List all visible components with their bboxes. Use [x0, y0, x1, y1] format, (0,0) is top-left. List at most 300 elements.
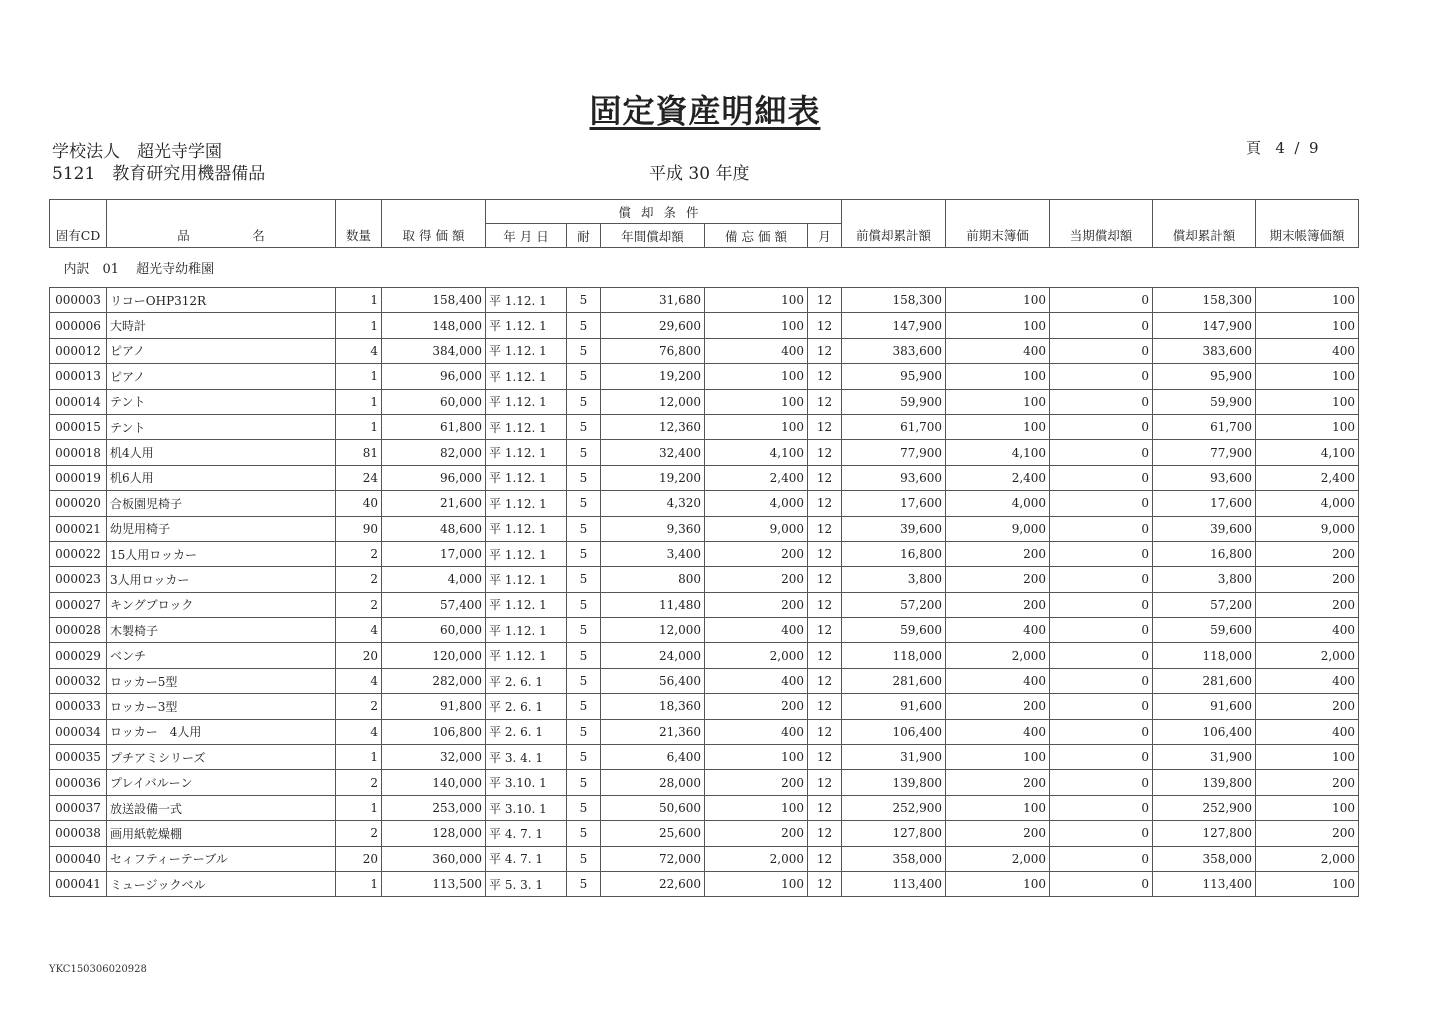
table-row — [50, 338, 1359, 363]
asset-name-cell: ベンチ — [107, 643, 336, 668]
prev-accumulated-cell: 31,900 — [842, 745, 946, 770]
memo-value-cell: 400 — [705, 668, 808, 693]
acquisition-cost-cell: 91,800 — [382, 694, 486, 719]
annual-depreciation-cell: 6,400 — [601, 745, 705, 770]
months-cell: 12 — [808, 618, 842, 643]
ending-book-value-cell: 100 — [1256, 871, 1359, 896]
ending-book-value-cell: 200 — [1256, 770, 1359, 795]
annual-depreciation-cell: 25,600 — [601, 821, 705, 846]
ending-book-value-cell: 4,100 — [1256, 440, 1359, 465]
header-date: 年 月 日 — [486, 224, 567, 248]
table-row — [50, 288, 1359, 313]
prev-book-value-cell: 2,000 — [946, 846, 1050, 871]
quantity-cell: 90 — [336, 516, 382, 541]
accumulated-cell: 39,600 — [1153, 516, 1256, 541]
accumulated-cell: 147,900 — [1153, 313, 1256, 338]
quantity-cell: 2 — [336, 541, 382, 566]
asset-id-cell: 000020 — [50, 491, 107, 516]
acquisition-date-cell: 平 2. 6. 1 — [486, 668, 567, 693]
asset-id-cell: 000033 — [50, 694, 107, 719]
ending-book-value-cell: 100 — [1256, 288, 1359, 313]
asset-id-cell: 000029 — [50, 643, 107, 668]
useful-life-cell: 5 — [567, 592, 601, 617]
annual-depreciation-cell: 3,400 — [601, 541, 705, 566]
accumulated-cell: 383,600 — [1153, 338, 1256, 363]
table-row — [50, 694, 1359, 719]
current-depreciation-cell: 0 — [1050, 567, 1153, 592]
asset-id-cell: 000034 — [50, 719, 107, 744]
acquisition-cost-cell: 82,000 — [382, 440, 486, 465]
annual-depreciation-cell: 31,680 — [601, 288, 705, 313]
acquisition-cost-cell: 60,000 — [382, 389, 486, 414]
asset-name-cell: 大時計 — [107, 313, 336, 338]
quantity-cell: 1 — [336, 871, 382, 896]
prev-book-value-cell: 100 — [946, 745, 1050, 770]
prev-accumulated-cell: 106,400 — [842, 719, 946, 744]
ending-book-value-cell: 200 — [1256, 821, 1359, 846]
table-row — [50, 643, 1359, 668]
accumulated-cell: 93,600 — [1153, 465, 1256, 490]
useful-life-cell: 5 — [567, 821, 601, 846]
months-cell: 12 — [808, 414, 842, 439]
acquisition-cost-cell: 32,000 — [382, 745, 486, 770]
current-depreciation-cell: 0 — [1050, 592, 1153, 617]
current-depreciation-cell: 0 — [1050, 364, 1153, 389]
accumulated-cell: 59,900 — [1153, 389, 1256, 414]
accumulated-cell: 106,400 — [1153, 719, 1256, 744]
table-row — [50, 745, 1359, 770]
useful-life-cell: 5 — [567, 618, 601, 643]
months-cell: 12 — [808, 846, 842, 871]
ending-book-value-cell: 100 — [1256, 389, 1359, 414]
asset-name-cell: 15人用ロッカー — [107, 541, 336, 566]
asset-name-cell: キングブロック — [107, 592, 336, 617]
months-cell: 12 — [808, 541, 842, 566]
fiscal-year: 平成 30 年度 — [649, 164, 750, 184]
prev-book-value-cell: 100 — [946, 313, 1050, 338]
annual-depreciation-cell: 72,000 — [601, 846, 705, 871]
table-row — [50, 389, 1359, 414]
months-cell: 12 — [808, 338, 842, 363]
months-cell: 12 — [808, 821, 842, 846]
accumulated-cell: 91,600 — [1153, 694, 1256, 719]
accumulated-cell: 252,900 — [1153, 795, 1256, 820]
table-row — [50, 795, 1359, 820]
asset-id-cell: 000019 — [50, 465, 107, 490]
acquisition-cost-cell: 253,000 — [382, 795, 486, 820]
prev-accumulated-cell: 281,600 — [842, 668, 946, 693]
quantity-cell: 1 — [336, 364, 382, 389]
header-conditions-group: 償却条件 — [486, 200, 842, 224]
header-name: 品 名 — [107, 200, 336, 248]
months-cell: 12 — [808, 491, 842, 516]
ending-book-value-cell: 100 — [1256, 364, 1359, 389]
prev-book-value-cell: 100 — [946, 795, 1050, 820]
ending-book-value-cell: 4,000 — [1256, 491, 1359, 516]
asset-id-cell: 000023 — [50, 567, 107, 592]
ending-book-value-cell: 2,400 — [1256, 465, 1359, 490]
months-cell: 12 — [808, 516, 842, 541]
months-cell: 12 — [808, 719, 842, 744]
accumulated-cell: 281,600 — [1153, 668, 1256, 693]
annual-depreciation-cell: 9,360 — [601, 516, 705, 541]
table-row — [50, 821, 1359, 846]
asset-id-cell: 000035 — [50, 745, 107, 770]
prev-accumulated-cell: 118,000 — [842, 643, 946, 668]
asset-name-cell: ロッカー5型 — [107, 668, 336, 693]
asset-name-cell: 幼児用椅子 — [107, 516, 336, 541]
ending-book-value-cell: 2,000 — [1256, 643, 1359, 668]
current-depreciation-cell: 0 — [1050, 694, 1153, 719]
acquisition-date-cell: 平 3. 4. 1 — [486, 745, 567, 770]
asset-name-cell: 3人用ロッカー — [107, 567, 336, 592]
asset-name-cell: 画用紙乾燥棚 — [107, 821, 336, 846]
table-row — [50, 414, 1359, 439]
acquisition-date-cell: 平 1.12. 1 — [486, 491, 567, 516]
ending-book-value-cell: 400 — [1256, 668, 1359, 693]
useful-life-cell: 5 — [567, 795, 601, 820]
memo-value-cell: 400 — [705, 618, 808, 643]
useful-life-cell: 5 — [567, 491, 601, 516]
months-cell: 12 — [808, 668, 842, 693]
ending-book-value-cell: 100 — [1256, 745, 1359, 770]
prev-book-value-cell: 200 — [946, 770, 1050, 795]
current-depreciation-cell: 0 — [1050, 795, 1153, 820]
useful-life-cell: 5 — [567, 668, 601, 693]
page-current: 4 — [1275, 139, 1285, 157]
acquisition-cost-cell: 158,400 — [382, 288, 486, 313]
useful-life-cell: 5 — [567, 465, 601, 490]
acquisition-date-cell: 平 1.12. 1 — [486, 643, 567, 668]
prev-accumulated-cell: 17,600 — [842, 491, 946, 516]
useful-life-cell: 5 — [567, 745, 601, 770]
table-row — [50, 440, 1359, 465]
quantity-cell: 2 — [336, 694, 382, 719]
quantity-cell: 1 — [336, 389, 382, 414]
asset-id-cell: 000015 — [50, 414, 107, 439]
acquisition-date-cell: 平 1.12. 1 — [486, 516, 567, 541]
acquisition-date-cell: 平 3.10. 1 — [486, 770, 567, 795]
months-cell: 12 — [808, 313, 842, 338]
accumulated-cell: 17,600 — [1153, 491, 1256, 516]
prev-accumulated-cell: 77,900 — [842, 440, 946, 465]
acquisition-cost-cell: 21,600 — [382, 491, 486, 516]
header-accum: 償却累計額 — [1153, 200, 1256, 248]
asset-id-cell: 000018 — [50, 440, 107, 465]
asset-id-cell: 000021 — [50, 516, 107, 541]
useful-life-cell: 5 — [567, 389, 601, 414]
asset-name-cell: 机6人用 — [107, 465, 336, 490]
acquisition-date-cell: 平 1.12. 1 — [486, 618, 567, 643]
useful-life-cell: 5 — [567, 288, 601, 313]
prev-accumulated-cell: 16,800 — [842, 541, 946, 566]
asset-name-cell: セィフティーテーブル — [107, 846, 336, 871]
acquisition-date-cell: 平 2. 6. 1 — [486, 694, 567, 719]
quantity-cell: 4 — [336, 338, 382, 363]
current-depreciation-cell: 0 — [1050, 465, 1153, 490]
months-cell: 12 — [808, 770, 842, 795]
section-label: 内訳 01 超光寺幼稚園 — [50, 248, 1359, 288]
asset-id-cell: 000012 — [50, 338, 107, 363]
accumulated-cell: 358,000 — [1153, 846, 1256, 871]
footer-code: YKC150306020928 — [49, 964, 147, 975]
memo-value-cell: 2,000 — [705, 643, 808, 668]
ending-book-value-cell: 200 — [1256, 592, 1359, 617]
acquisition-cost-cell: 282,000 — [382, 668, 486, 693]
acquisition-cost-cell: 48,600 — [382, 516, 486, 541]
annual-depreciation-cell: 32,400 — [601, 440, 705, 465]
prev-accumulated-cell: 59,900 — [842, 389, 946, 414]
asset-id-cell: 000038 — [50, 821, 107, 846]
annual-depreciation-cell: 800 — [601, 567, 705, 592]
prev-book-value-cell: 100 — [946, 414, 1050, 439]
prev-book-value-cell: 200 — [946, 694, 1050, 719]
ending-book-value-cell: 100 — [1256, 795, 1359, 820]
ending-book-value-cell: 2,000 — [1256, 846, 1359, 871]
asset-name-cell: プレイバルーン — [107, 770, 336, 795]
asset-id-cell: 000028 — [50, 618, 107, 643]
annual-depreciation-cell: 12,000 — [601, 389, 705, 414]
accumulated-cell: 127,800 — [1153, 821, 1256, 846]
ending-book-value-cell: 100 — [1256, 414, 1359, 439]
quantity-cell: 24 — [336, 465, 382, 490]
acquisition-cost-cell: 61,800 — [382, 414, 486, 439]
acquisition-cost-cell: 148,000 — [382, 313, 486, 338]
acquisition-cost-cell: 57,400 — [382, 592, 486, 617]
months-cell: 12 — [808, 694, 842, 719]
table-row — [50, 770, 1359, 795]
memo-value-cell: 100 — [705, 745, 808, 770]
memo-value-cell: 100 — [705, 288, 808, 313]
quantity-cell: 1 — [336, 288, 382, 313]
header-annual: 年間償却額 — [601, 224, 705, 248]
memo-value-cell: 100 — [705, 795, 808, 820]
current-depreciation-cell: 0 — [1050, 491, 1153, 516]
quantity-cell: 4 — [336, 618, 382, 643]
asset-name-cell: プチアミシリーズ — [107, 745, 336, 770]
page-label: 頁 — [1246, 139, 1262, 157]
useful-life-cell: 5 — [567, 643, 601, 668]
asset-name-cell: テント — [107, 414, 336, 439]
acquisition-cost-cell: 140,000 — [382, 770, 486, 795]
annual-depreciation-cell: 28,000 — [601, 770, 705, 795]
asset-name-cell: ロッカー 4人用 — [107, 719, 336, 744]
table-row — [50, 541, 1359, 566]
table-row — [50, 364, 1359, 389]
prev-book-value-cell: 400 — [946, 338, 1050, 363]
memo-value-cell: 4,100 — [705, 440, 808, 465]
annual-depreciation-cell: 76,800 — [601, 338, 705, 363]
prev-accumulated-cell: 383,600 — [842, 338, 946, 363]
accumulated-cell: 118,000 — [1153, 643, 1256, 668]
months-cell: 12 — [808, 745, 842, 770]
memo-value-cell: 200 — [705, 592, 808, 617]
accumulated-cell: 16,800 — [1153, 541, 1256, 566]
acquisition-cost-cell: 96,000 — [382, 465, 486, 490]
prev-accumulated-cell: 39,600 — [842, 516, 946, 541]
quantity-cell: 2 — [336, 770, 382, 795]
current-depreciation-cell: 0 — [1050, 440, 1153, 465]
prev-book-value-cell: 200 — [946, 567, 1050, 592]
header-qty: 数量 — [336, 200, 382, 248]
annual-depreciation-cell: 29,600 — [601, 313, 705, 338]
asset-name-cell: 木製椅子 — [107, 618, 336, 643]
memo-value-cell: 9,000 — [705, 516, 808, 541]
prev-accumulated-cell: 358,000 — [842, 846, 946, 871]
prev-book-value-cell: 200 — [946, 541, 1050, 566]
asset-name-cell: 合板園児椅子 — [107, 491, 336, 516]
current-depreciation-cell: 0 — [1050, 846, 1153, 871]
table-row — [50, 567, 1359, 592]
quantity-cell: 2 — [336, 567, 382, 592]
acquisition-cost-cell: 120,000 — [382, 643, 486, 668]
prev-book-value-cell: 2,000 — [946, 643, 1050, 668]
annual-depreciation-cell: 22,600 — [601, 871, 705, 896]
table-row — [50, 313, 1359, 338]
acquisition-cost-cell: 128,000 — [382, 821, 486, 846]
asset-id-cell: 000037 — [50, 795, 107, 820]
table-row — [50, 592, 1359, 617]
asset-name-cell: リコーOHP312R — [107, 288, 336, 313]
header-prev-book: 前期末簿価 — [946, 200, 1050, 248]
months-cell: 12 — [808, 440, 842, 465]
accumulated-cell: 31,900 — [1153, 745, 1256, 770]
useful-life-cell: 5 — [567, 770, 601, 795]
acquisition-date-cell: 平 4. 7. 1 — [486, 821, 567, 846]
annual-depreciation-cell: 12,000 — [601, 618, 705, 643]
accumulated-cell: 113,400 — [1153, 871, 1256, 896]
memo-value-cell: 200 — [705, 770, 808, 795]
current-depreciation-cell: 0 — [1050, 618, 1153, 643]
asset-id-cell: 000027 — [50, 592, 107, 617]
memo-value-cell: 100 — [705, 871, 808, 896]
useful-life-cell: 5 — [567, 694, 601, 719]
current-depreciation-cell: 0 — [1050, 541, 1153, 566]
current-depreciation-cell: 0 — [1050, 719, 1153, 744]
prev-accumulated-cell: 3,800 — [842, 567, 946, 592]
acquisition-cost-cell: 106,800 — [382, 719, 486, 744]
annual-depreciation-cell: 11,480 — [601, 592, 705, 617]
asset-name-cell: 放送設備一式 — [107, 795, 336, 820]
quantity-cell: 1 — [336, 795, 382, 820]
quantity-cell: 4 — [336, 719, 382, 744]
ending-book-value-cell: 200 — [1256, 694, 1359, 719]
organization-name: 学校法人 超光寺学園 — [52, 142, 222, 162]
asset-id-cell: 000003 — [50, 288, 107, 313]
quantity-cell: 1 — [336, 745, 382, 770]
prev-book-value-cell: 200 — [946, 821, 1050, 846]
header-life: 耐 — [567, 224, 601, 248]
prev-book-value-cell: 400 — [946, 668, 1050, 693]
prev-book-value-cell: 4,000 — [946, 491, 1050, 516]
header-cost: 取 得 価 額 — [382, 200, 486, 248]
useful-life-cell: 5 — [567, 313, 601, 338]
acquisition-date-cell: 平 5. 3. 1 — [486, 871, 567, 896]
months-cell: 12 — [808, 592, 842, 617]
asset-id-cell: 000006 — [50, 313, 107, 338]
acquisition-date-cell: 平 1.12. 1 — [486, 465, 567, 490]
prev-book-value-cell: 100 — [946, 871, 1050, 896]
header-end-book: 期末帳簿価額 — [1256, 200, 1359, 248]
acquisition-date-cell: 平 1.12. 1 — [486, 541, 567, 566]
memo-value-cell: 200 — [705, 694, 808, 719]
asset-id-cell: 000013 — [50, 364, 107, 389]
prev-accumulated-cell: 95,900 — [842, 364, 946, 389]
prev-accumulated-cell: 57,200 — [842, 592, 946, 617]
useful-life-cell: 5 — [567, 871, 601, 896]
months-cell: 12 — [808, 795, 842, 820]
prev-accumulated-cell: 158,300 — [842, 288, 946, 313]
ending-book-value-cell: 200 — [1256, 567, 1359, 592]
table-row — [50, 846, 1359, 871]
asset-name-cell: 机4人用 — [107, 440, 336, 465]
acquisition-date-cell: 平 2. 6. 1 — [486, 719, 567, 744]
header-id: 固有CD — [50, 200, 107, 248]
annual-depreciation-cell: 12,360 — [601, 414, 705, 439]
table-row — [50, 465, 1359, 490]
current-depreciation-cell: 0 — [1050, 313, 1153, 338]
quantity-cell: 2 — [336, 592, 382, 617]
ending-book-value-cell: 9,000 — [1256, 516, 1359, 541]
prev-book-value-cell: 400 — [946, 719, 1050, 744]
quantity-cell: 20 — [336, 846, 382, 871]
current-depreciation-cell: 0 — [1050, 643, 1153, 668]
acquisition-date-cell: 平 1.12. 1 — [486, 364, 567, 389]
annual-depreciation-cell: 50,600 — [601, 795, 705, 820]
months-cell: 12 — [808, 364, 842, 389]
current-depreciation-cell: 0 — [1050, 414, 1153, 439]
asset-name-cell: ピアノ — [107, 364, 336, 389]
acquisition-date-cell: 平 1.12. 1 — [486, 414, 567, 439]
document-title: 固定資産明細表 — [589, 92, 821, 130]
memo-value-cell: 100 — [705, 364, 808, 389]
prev-accumulated-cell: 91,600 — [842, 694, 946, 719]
acquisition-date-cell: 平 1.12. 1 — [486, 440, 567, 465]
prev-book-value-cell: 4,100 — [946, 440, 1050, 465]
memo-value-cell: 200 — [705, 821, 808, 846]
account-name: 5121 教育研究用機器備品 — [52, 164, 266, 184]
useful-life-cell: 5 — [567, 516, 601, 541]
fixed-asset-table — [49, 199, 1359, 897]
useful-life-cell: 5 — [567, 440, 601, 465]
months-cell: 12 — [808, 288, 842, 313]
current-depreciation-cell: 0 — [1050, 338, 1153, 363]
current-depreciation-cell: 0 — [1050, 668, 1153, 693]
prev-accumulated-cell: 59,600 — [842, 618, 946, 643]
annual-depreciation-cell: 21,360 — [601, 719, 705, 744]
asset-name-cell: テント — [107, 389, 336, 414]
memo-value-cell: 400 — [705, 719, 808, 744]
prev-accumulated-cell: 139,800 — [842, 770, 946, 795]
asset-name-cell: ミュージックベル — [107, 871, 336, 896]
prev-accumulated-cell: 61,700 — [842, 414, 946, 439]
annual-depreciation-cell: 19,200 — [601, 364, 705, 389]
acquisition-date-cell: 平 1.12. 1 — [486, 338, 567, 363]
annual-depreciation-cell: 56,400 — [601, 668, 705, 693]
table-row — [50, 618, 1359, 643]
accumulated-cell: 95,900 — [1153, 364, 1256, 389]
current-depreciation-cell: 0 — [1050, 389, 1153, 414]
memo-value-cell: 400 — [705, 338, 808, 363]
asset-id-cell: 000014 — [50, 389, 107, 414]
prev-accumulated-cell: 127,800 — [842, 821, 946, 846]
header-prev-accum: 前償却累計額 — [842, 200, 946, 248]
quantity-cell: 20 — [336, 643, 382, 668]
acquisition-date-cell: 平 1.12. 1 — [486, 592, 567, 617]
acquisition-date-cell: 平 1.12. 1 — [486, 567, 567, 592]
annual-depreciation-cell: 19,200 — [601, 465, 705, 490]
accumulated-cell: 61,700 — [1153, 414, 1256, 439]
